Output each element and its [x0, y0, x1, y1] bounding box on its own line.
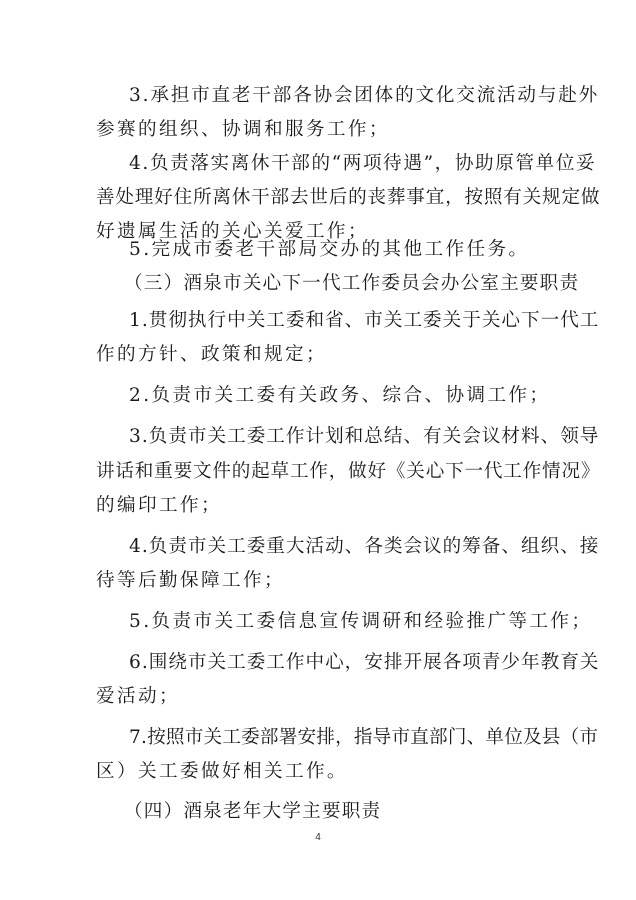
paragraph-3-line-2: 参赛的组织、协调和服务工作；: [96, 119, 390, 140]
s3-item-4-line-2: 待等后勤保障工作；: [96, 570, 285, 591]
s3-item-6-line-1: 6.围绕市关工委工作中心，安排开展各项青少年教育关: [129, 652, 600, 673]
s3-item-7-line-2: 区）关工委做好相关工作。: [96, 761, 348, 782]
s3-item-2-line-1: 2.负责市关工委有关政务、综合、协调工作；: [129, 385, 551, 406]
s3-item-3-line-3: 的编印工作；: [96, 495, 222, 516]
section-heading-4: （四）酒泉老年大学主要职责: [124, 801, 382, 822]
s3-item-1-line-2: 作的方针、政策和规定；: [96, 344, 327, 365]
s3-item-3-line-1: 3.负责市关工委工作计划和总结、有关会议材料、领导: [129, 426, 600, 447]
page-number: 4: [315, 832, 321, 843]
paragraph-5-line-1: 5.完成市委老干部局交办的其他工作任务。: [129, 239, 530, 260]
s3-item-5-line-1: 5.负责市关工委信息宣传调研和经验推广等工作；: [129, 611, 593, 632]
paragraph-4-line-1: 4.负责落实离休干部的“两项待遇”，协助原管单位妥: [129, 153, 597, 174]
paragraph-4-line-2: 善处理好住所离休干部去世后的丧葬事宜，按照有关规定做: [96, 187, 601, 208]
s3-item-1-line-1: 1.贯彻执行中关工委和省、市关工委关于关心下一代工: [129, 310, 600, 331]
paragraph-3-line-1: 3.承担市直老干部各协会团体的文化交流活动与赴外: [129, 85, 600, 106]
paragraph-4-line-3: 好遗属生活的关心关爱工作；: [96, 221, 369, 242]
s3-item-6-line-2: 爱活动；: [96, 686, 180, 707]
section-heading-3: （三）酒泉市关心下一代工作委员会办公室主要职责: [124, 273, 580, 294]
s3-item-3-line-2: 讲话和重要文件的起草工作，做好《关心下一代工作情况》: [96, 461, 601, 482]
s3-item-7-line-1: 7.按照市关工委部署安排，指导市直部门、单位及县（市: [129, 727, 599, 748]
s3-item-4-line-1: 4.负责市关工委重大活动、各类会议的筹备、组织、接: [129, 536, 600, 557]
